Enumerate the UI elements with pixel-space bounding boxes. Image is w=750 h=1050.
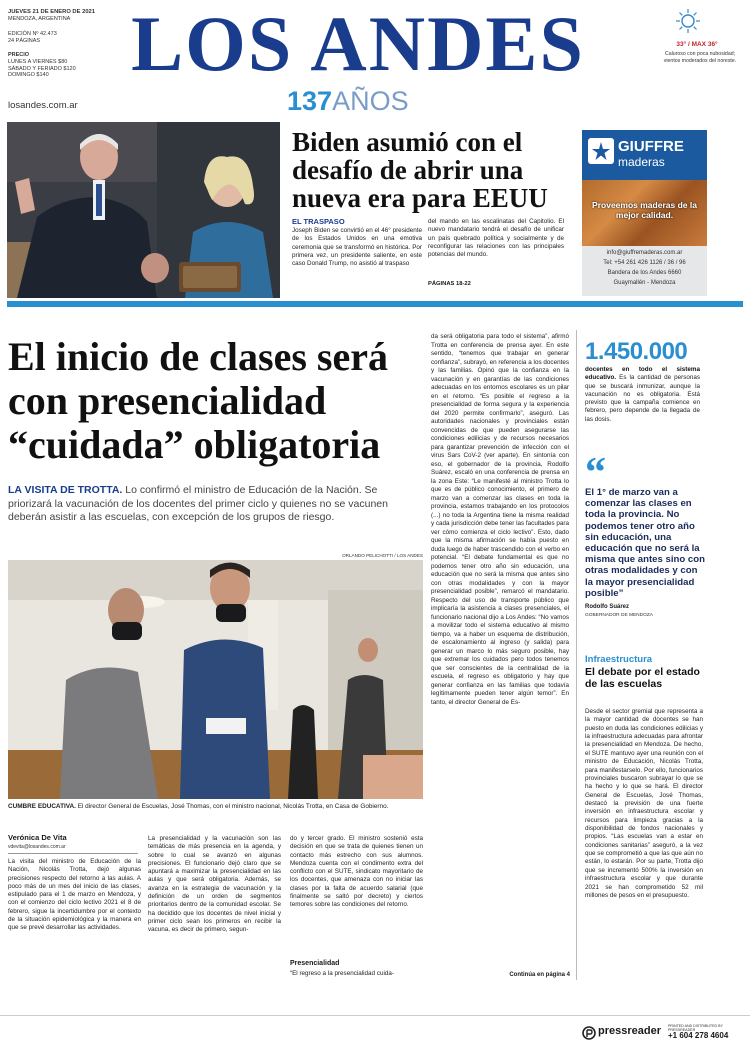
masthead-title: LOS ANDES <box>131 0 585 87</box>
lead-body-col1: Joseph Biden se convirtió en el 46° presidente de los Estados Unidos en una emotiva ceremonia que se transformó en histórica. Por primera vez, un presidente saliente, en este caso Donald Trump, no asistió al traspaso <box>292 227 422 268</box>
infra-body: Desde el sector gremial que representa a la mayor cantidad de docentes se han puesto en duda las condiciones edilicias y la infraestructura adecuadas para afrontar la presencialidad en Mendoza. De hecho, el SUTE mantuvo ayer una reunión con el ministro de Educación, Nicolás Trotta, para manifestarselo. Por ello, funcionarios provinciales buscaron subrayar lo que se ha hecho y lo que se hará. El director General de Escuelas, José Thomas, destacó la previsión de una fuerte inversión en infraestructura escolar y recursos para limpieza gracias a la disponibilidad de fondos nacionales y propios. “Las escuelas van a estar en condiciones sanitarias” aseguró, a la vez que se comprometió a que las que aún no están, lo estarán. Por su parte, Trotta dijo que se incrementó 500% la inversión en infraestructura escolar y que durante 2021 se han comprometido 52 mil millones de pesos en el presupuesto. <box>585 708 703 899</box>
price-line: DOMINGO $140 <box>8 72 49 79</box>
pressreader-phone: +1 604 278 4604 <box>668 1031 729 1040</box>
story-col2: La presencialidad y la vacunación son las temáticas de más presencia en la agenda, y sobre lo cual se avanzó en algunas precisiones. El funcionario dejó claro que se apuntará a maximizar la presencialidad en las aulas y que será obligatoria. Además, se avanza en la estrategia de vacunación y la definición de un orden de segmentos prioritarios dentro de la comunidad escolar. Se ha decidido que los docentes de nivel inicial y primer ciclo sean los primeros en recibir la vacuna, es decir de primero, segun- <box>148 835 281 934</box>
ad-email[interactable]: info@giuffremaderas.com.ar <box>606 250 683 256</box>
photo-caption <box>8 803 423 810</box>
story-col1: La visita del ministro de Educación de la Nación, Nicolás Trotta, dejó algunas precisiones respecto del retorno a las aulas. A poco más de un mes del inicio de las clases, estipulado para el 1 de marzo en Mendoza, y con el comienzo del ciclo lectivo 2021 el 8 de febrero, sigue la incertidumbre por el contexto de la situación epidemiológica y la manera en que se prevé desarrollar las actividades. <box>8 858 141 932</box>
giuffre-ad[interactable] <box>582 130 707 296</box>
infra-kicker: Infraestructura <box>585 654 653 665</box>
anniversary <box>287 86 409 116</box>
pages-count: 24 PÁGINAS <box>8 37 41 44</box>
price-label: PRECIO <box>8 51 30 58</box>
story-col3: do y tercer grado. El ministro sostenió esta decisión en que se trata de quienes tienen un contacto más estrecho con sus alumnos. Mendoza cuenta con el condimento extra del conflicto con el SUTE, sindicato mayoritario de los docentes, que amenaza con no iniciar las clases por la falta de acuerdo salarial (que finalmente se saltó por decreto) y ciertos temores sobre las condiciones del retorno. <box>290 835 423 909</box>
lead-headline[interactable]: Biden asumió con el desafío de abrir una nueva era para EEUU <box>292 127 548 213</box>
quote-mark-icon: “ <box>585 450 606 496</box>
main-kicker: LA VISITA DE TROTTA. <box>8 484 123 496</box>
weather-temps: 33° / MAX 36° <box>676 41 718 48</box>
pressreader-icon <box>582 1026 596 1040</box>
edition: EDICIÓN Nº 42.473 <box>8 31 57 38</box>
quote-author: Rodolfo Suárez <box>585 604 630 610</box>
anniversary-number: 137 <box>287 86 333 116</box>
section-divider <box>7 301 743 307</box>
date-line: JUEVES 21 DE ENERO DE 2021 <box>8 9 95 15</box>
date-block <box>8 9 103 79</box>
price-line: LUNES A VIERNES $80 <box>8 58 68 65</box>
main-deck <box>8 484 423 525</box>
main-deck-text: Lo confirmó el ministro de Educación de la Nación. Se priorizará la vacunación de los docentes del primer ciclo y quienes no se vacunen deberán asistir a las escuelas, con excepción de los grupos de riesgo. <box>8 484 388 523</box>
weather-sun-icon <box>675 8 701 34</box>
lead-body-col2: del mando en las escalinatas del Capitolio. El nuevo mandatario tendrá el desafío de unificar un país quebrado política y socialmente y de reconfigurar las relaciones con las principales potencias del mundo. <box>428 218 564 259</box>
ad-logo-icon <box>588 138 614 164</box>
trotta-photo <box>8 560 423 799</box>
author-name: Verónica De Vita <box>8 833 67 842</box>
lead-kicker: EL TRASPASO <box>292 217 345 226</box>
pressreader-logo[interactable] <box>582 1025 742 1043</box>
pull-quote: El 1° de marzo van a comenzar las clases en toda la provincia. No podemos tener otro año sin educación, una educación que no será la misma que antes sino con otras modalidades y con la mayor presencialidad posible” <box>585 487 705 599</box>
story-right-col: da será obligatoria para todo el sistema”, afirmó Trotta en conferencia de prensa ayer. En este sentido, “tenemos que trabajar en generar confianza”, subrayó, en referencia a los docentes y las familias. Opinó que la confianza en la vacunación y en garantías de las condiciones adecuadas en los entornos escolares es un pilar en el retorno. “Es posible el regreso a la presencialidad de forma segura y la experiencia del 2020 permite confirmarlo”, aseguró. Las autoridades nacionales y provinciales están convencidas de que pueden asegurarse las condiciones edilicias y de recursos necesarios para garantizar prevención de infección con el virus Sars CoV-2 (ver aparte). En sintonía con eso, el gobernador de la provincia, Rodolfo Suárez, escaló en una conferencia de prensa en la zona Este: “Le manifesté al ministro Trotta lo que es de público conocimiento, el primero de marzo van a comenzar las clases en toda la provincia, estamos trabajando en los protocolos (...) no toda la Argentina tiene la misma realidad y cada jurisdicción debe tener las facultades para ver cómo comienza el ciclo lectivo”. Esto, dado que la misma afirmación se había puesto en duda luego de haber trascendido con el verbo en potencial. “El debate fundamental es que no podemos tener otro año sin educación, una educación que no será la misma que antes sino con otras modalidades y con la mayor presencialidad posible”, remarcó el mandatario. Respecto del uso de transporte público que implicaría la asistencia a clases presenciales, el funcionario nacional dijo a Los Andes: “No vamos a movilizar todo el sistema educativo al mismo tiempo, va a haber un esquema de distribución, de escalonamiento al ingreso (y salida) para generar un marco lo más seguro posible, hay que extremar los cuidados pero todos tenemos que ser conscientes de la centralidad de la escuela, el regreso es obligatorio y hay que generar confianza en las familias que todavía legítimamente pueden tener algún temor”. En tanto, el director General de Es- <box>431 333 569 706</box>
stat-text: Es la cantidad de personas que se buscará inmunizar, aunque la vacunación no es obligatoria. Está previsto que la campaña comience en febrero, pero depende de la llegada de las dosis. <box>585 374 701 423</box>
stat-block <box>585 366 700 424</box>
pressreader-brand: pressreader <box>598 1025 661 1037</box>
ad-brand-sub: maderas <box>618 155 665 169</box>
ad-tagline: Proveemos maderas de la mejor calidad. <box>592 200 697 220</box>
quote-role: GOBERNADOR DE MENDOZA <box>585 613 653 618</box>
stat-bold: docentes en todo el sistema educativo. <box>585 366 700 382</box>
place-line: MENDOZA, ARGENTINA <box>8 16 71 23</box>
infra-title[interactable]: El debate por el estado de las escuelas <box>585 666 700 690</box>
lead-pages-ref[interactable]: PÁGINAS 18-22 <box>428 281 471 287</box>
ad-city: Guaymallén - Mendoza <box>613 280 676 286</box>
main-headline[interactable]: El inicio de clases será con presencialidad “cuidada” obligatoria <box>8 334 388 467</box>
weather-text: Caluroso con poca nubosidad; vientos moderados del noreste. <box>663 51 737 64</box>
ad-phone[interactable]: Tel: +54 261 426 1126 / 36 / 96 <box>603 260 686 266</box>
anniversary-word: AÑOS <box>332 86 409 116</box>
ad-brand: GIUFFRE <box>618 138 684 155</box>
site-url[interactable]: losandes.com.ar <box>8 100 78 111</box>
caption-text: El director General de Escuelas, José Thomas, con el ministro nacional, Nicolás Trotta, en Casa de Gobierno. <box>77 803 389 810</box>
biden-photo <box>7 122 280 298</box>
ad-address: Bandera de los Andes 6660 <box>607 270 682 276</box>
author-email[interactable]: vdevita@losandes.com.ar <box>8 844 66 850</box>
continued-ref[interactable]: Continúa en página 4 <box>509 972 570 978</box>
caption-label: CUMBRE EDUCATIVA. <box>8 803 76 810</box>
col3-after: “El regreso a la presencialidad cuida- <box>290 970 394 977</box>
col3-subhead: Presencialidad <box>290 960 340 967</box>
stat-big-number: 1.450.000 <box>585 338 688 365</box>
pressreader-label: PRINTED AND DISTRIBUTED BY PRESSREADER <box>668 1024 723 1032</box>
photo-credit: ORLANDO PELICHOTTI / LOS ANDES <box>342 553 423 558</box>
price-line: SÁBADO Y FERIADO $120 <box>8 65 76 72</box>
